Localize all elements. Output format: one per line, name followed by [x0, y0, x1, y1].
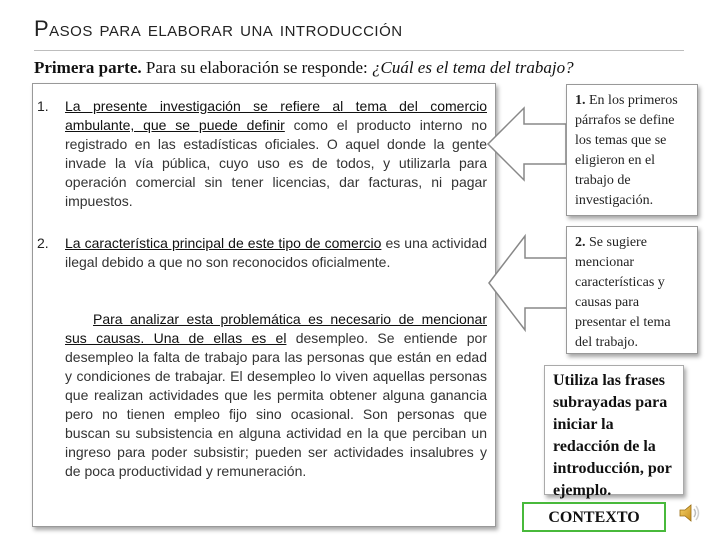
list-item-1-underlined: La presente investigación se refiere al tema del comercio ambulante, que se puede definir	[65, 98, 487, 133]
speaker-icon[interactable]	[678, 502, 702, 524]
title-divider	[34, 50, 684, 51]
list-item-2-underlined: La característica principal de este tipo de comercio	[65, 235, 382, 251]
note-1-number: 1.	[575, 93, 586, 108]
context-button[interactable]: CONTEXTO	[522, 502, 666, 532]
left-arrow-icon	[486, 104, 568, 184]
subtitle-question: ¿Cuál es el tema del trabajo?	[372, 58, 574, 77]
subtitle	[34, 58, 684, 78]
causes-paragraph	[65, 310, 487, 481]
note-box-1	[566, 84, 698, 216]
left-arrow-icon	[487, 232, 569, 334]
page-title: Pasos para elaborar una introducción	[34, 16, 403, 41]
note-1-text: En los primeros párrafos se define los temas que se eligieron en el trabajo de investigación.	[575, 93, 678, 208]
list-item-1-number: 1.	[37, 98, 49, 114]
list-item-2	[37, 234, 487, 272]
note-2-text: Se sugiere mencionar características y causas para presentar el tema del trabajo.	[575, 235, 671, 350]
list-item-2-text: es una actividad ilegal debido a que no son reconocidos oficialmente.	[65, 235, 487, 270]
paragraph-text: desempleo. Se entiende por desempleo la falta de trabajo para las personas que están en edad y condiciones de trabajar. El desempleo lo viven aquellas personas que realizan actividades que les permita obtener alguna ganancia pero no tienen empleo fijo sino ocasional. Son personas que buscan su subsistencia en alguna actividad en la que perciban un ingreso para poder subsistir; pueden ser actividades insalubres y de poca productividad y remuneración.	[65, 330, 488, 479]
list-item-1	[37, 97, 487, 211]
list-item-1-text: como el producto interno no registrado en las estadísticas oficiales. O aquel donde la gente invade la vía pública, cuyo uso es de todos, y utilizarla para operación comercial sin tener licencias, dar facturas, ni pagar impuestos.	[65, 117, 487, 209]
paragraph-underlined: Para analizar esta problemática es necesario de mencionar sus causas. Una de ellas es el	[65, 311, 487, 346]
note-box-2	[566, 226, 698, 354]
note-2-number: 2.	[575, 235, 586, 250]
hint-box: Utiliza las frases subrayadas para iniciar la redacción de la introducción, por ejemplo.	[544, 365, 684, 495]
list-item-2-number: 2.	[37, 235, 49, 251]
main-content-box	[32, 83, 496, 527]
subtitle-label: Primera parte.	[34, 58, 142, 77]
subtitle-text: Para su elaboración se responde:	[141, 58, 372, 77]
